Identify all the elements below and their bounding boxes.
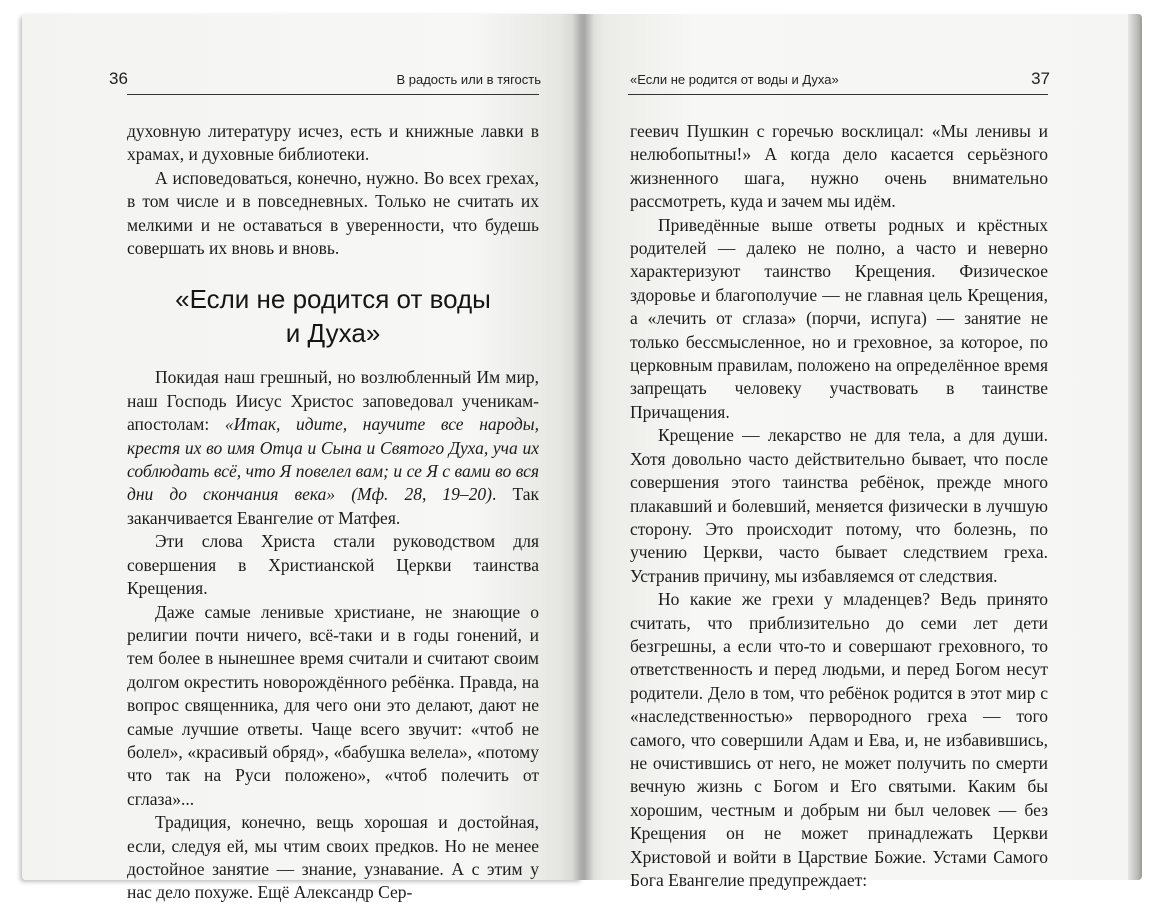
chapter-heading-line: и Духа» — [285, 318, 381, 349]
paragraph — [127, 601, 539, 812]
left-intro — [127, 120, 539, 260]
left-body — [127, 366, 539, 904]
paragraph — [127, 366, 539, 530]
paragraph-text: . Так заканчивается Евангелие от Матфея. — [127, 484, 539, 528]
paragraph — [127, 811, 539, 905]
paragraph-text: геевич Пушкин с горечью восклицал: «Мы ленивы и нелюбопытны!» А когда дело касается серьёзного жизненного шага, нужно очень внимательно рассмотреть, куда и зачем мы идём. — [630, 121, 1048, 212]
paragraph-text: Приведённые выше ответы родных и крёстных родителей — далеко не полно, а часто и неверно характеризуют таинство Крещения. Физическое здоровье и благополучие — не главная цель Крещения, а «лечить от сглаза» (порчи, испуга) — занятие не только бессмысленное, но и греховное, за которое, по церковным правилам, положено на определённое время запрещать человеку участвовать в таинстве Причащения. — [630, 214, 1048, 422]
right-page-number: 37 — [1031, 69, 1050, 88]
paragraph — [127, 120, 539, 167]
chapter-heading-line: «Если не родится от воды — [175, 284, 491, 315]
right-page-text — [630, 120, 1048, 892]
right-header-rule — [628, 94, 1048, 95]
right-running-title: «Если не родится от воды и Духа» — [630, 72, 839, 87]
left-running-title: В радость или в тягость — [396, 72, 541, 87]
chapter-heading — [127, 282, 539, 350]
paragraph — [630, 588, 1048, 892]
left-page-number: 36 — [109, 69, 128, 88]
paragraph-text: Но какие же грехи у младенцев? Ведь принято считать, что приблизительно до семи лет дети безгрешны, а если что-то и совершают греховного, то ответственность и перед людьми, и перед Богом несут родители. Дело в том, что ребёнок родится в этот мир с «наследственностью» первородного греха — того самого, что совершили Адам и Ева, и, не избавившись, не очистившись от него, не может получить по смерти вечную жизнь с Богом и Его святыми. Каким бы хорошим, честным и добрым ни был человек — без Крещения он не может принадлежать Церкви Христовой и войти в Царствие Божие. Устами Самого Бога Евангелие предупреждает: — [630, 589, 1048, 890]
paragraph — [630, 424, 1048, 588]
paragraph-text: А исповедоваться, конечно, нужно. Во всех грехах, в том числе и в повседневных. Только не считать их мелкими и не оставаться в уверенности, что будешь совершать их вновь и вновь. — [127, 167, 539, 259]
left-header-rule — [127, 94, 539, 95]
paragraph-text: Эти слова Христа стали руководством для совершения в Христианской Церкви таинства Крещения. — [127, 531, 539, 599]
paragraph — [127, 167, 539, 261]
paragraph-text: Традиция, конечно, вещь хорошая и достойная, если, следуя ей, мы чтим своих предков. Но не менее достойное занятие — знание, узнавание. А с этим у нас дело похуже. Ещё Александр Сер- — [127, 812, 539, 903]
right-body — [630, 120, 1048, 892]
paragraph-text: духовную литературу исчез, есть и книжные лавки в храмах, и духовные библиотеки. — [127, 121, 539, 165]
scripture-quote: «Итак, идите, научите все народы, крестя их во имя Отца и Сына и Святого Духа, уча их соблюдать всё, что Я повелел вам; и се Я с вами во вся дни до скончания века» (Мф. 28, 19–20) — [127, 414, 539, 505]
paragraph — [127, 530, 539, 600]
paragraph-text: Даже самые ленивые христиане, не знающие о религии почти ничего, всё-таки и в годы гонений, и тем более в нынешнее время считали и считают своим долгом окрестить новорождённого ребёнка. Правда, на вопрос священника, для чего они это делают, дают не самые лучшие ответы. Чаще всего звучит: «чтоб не болел», «красивый обряд», «бабушка велела», «потому что так на Руси положено», «чтоб полечить от сглаза»... — [127, 601, 539, 809]
paragraph — [630, 120, 1048, 214]
left-page-text — [127, 120, 539, 905]
paragraph-text: Покидая наш грешный, но возлюбленный Им мир, наш Господь Иисус Христос заповедовал ученикам-апостолам: — [127, 367, 539, 435]
paragraph-text: Крещение — лекарство не для тела, а для души. Хотя довольно часто действительно бывает, что после совершения этого таинства ребёнок, прежде много плакавший и болевший, меняется физически в лучшую сторону. Это происходит потому, что болезнь, по учению Церкви, часто бывает следствием греха. Устранив причину, мы избавляемся от следствия. — [630, 425, 1048, 586]
paragraph — [630, 214, 1048, 425]
